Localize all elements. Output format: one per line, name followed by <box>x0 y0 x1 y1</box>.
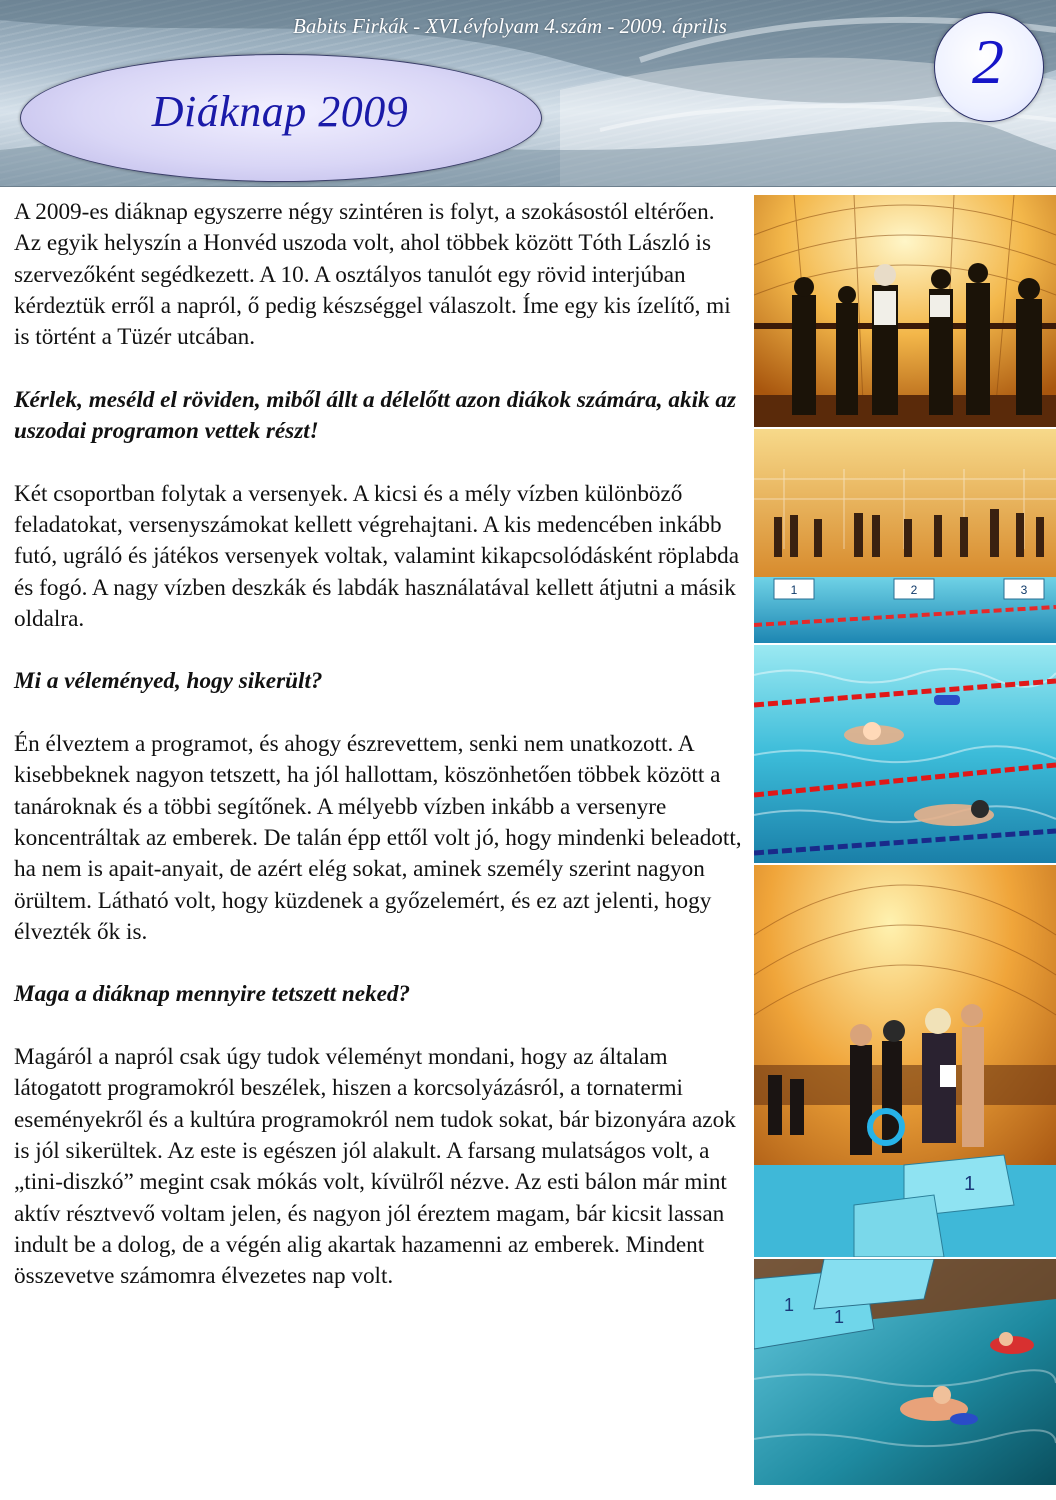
block-number: 1 <box>784 1295 795 1315</box>
header-banner <box>0 0 1056 187</box>
page-number: 2 <box>972 26 1004 97</box>
interview-question: Kérlek, meséld el röviden, miből állt a délelőtt azon diákok számára, akik az uszodai programon vettek részt! <box>14 386 737 445</box>
intro-paragraph: A 2009-es diáknap egyszerre négy szintéren is folyt, a szokásostól eltérően. Az egyik helyszín a Honvéd uszoda volt, ahol többek között Tóth László is szervezőként segédkezett. A 10. A osztályos tanulót egy rövid interjúban kérdeztük erről a napról, ő pedig készséggel válaszolt. Íme egy kis ízelítő, mi is történt a Tüzér utcában. <box>14 199 731 351</box>
block-number: 3 <box>1020 583 1028 597</box>
photo-column <box>754 195 1056 1485</box>
block-number: 1 <box>964 1173 976 1195</box>
block-number: 1 <box>834 1307 845 1327</box>
issue-line: Babits Firkák - XVI.évfolyam 4.szám - 2009. április <box>293 14 727 38</box>
answer-paragraph: Én élveztem a programot, és ahogy észrevettem, senki nem unatkozott. A kisebbeknek nagyon tetszett, ha jól hallottam, köszönhetően többek között a tanároknak és a többi segítőnek. A mélyebb vízben inkább a versenyre koncentráltak az emberek. De talán épp ettől volt jó, hogy mindenki beleadott, ha nem is apait-anyait, de azért elég sokat, aminek személy szerint nagyon örültem. Látható volt, hogy küzdenek a győzelemért, és ez azt jelenti, hogy élvezték ők is. <box>14 731 742 945</box>
photo-swimmers <box>754 645 1056 863</box>
answer-paragraph: Két csoportban folytak a versenyek. A kicsi és a mély vízben különböző feladatokat, versenyszámokat kellett végrehajtani. A kis medencében inkább futó, ugráló és játékos versenyek voltak, valamint kikapcsolódásként röplabda és fogó. A nagy vízben deszkák és labdák használatával kellett átjutni a másik oldalra. <box>14 480 740 632</box>
page-title: Diáknap 2009 <box>151 87 409 136</box>
interview-question: Mi a véleményed, hogy sikerült? <box>14 668 323 695</box>
photo-pool-play <box>754 1259 1056 1485</box>
block-number: 1 <box>790 583 798 597</box>
photo-pool-lineup <box>754 429 1056 643</box>
photo-organizers <box>754 195 1056 427</box>
interview-question: Maga a diáknap mennyire tetszett neked? <box>14 981 411 1008</box>
photo-starting-block <box>754 865 1056 1257</box>
block-number: 2 <box>910 583 918 597</box>
answer-paragraph: Magáról a napról csak úgy tudok véleményt mondani, hogy az általam látogatott programokról beszélek, hiszen a korcsolyázásról, a tornatermi eseményekről és a kultúra programokról nem tudok sokat, bár bizonyára azok is jól sikerültek. Az este is egészen jól alakult. A farsang mulatságos volt, a „tini-diszkó” megint csak mókás volt, kívülről nézve. Az esti bálon már mint aktív résztvevő voltam jelen, és nagyon jól éreztem magam, bár kicsit lassan indult be a dolog, de a végén alig akartak hazamenni az emberek. Mindent összevetve számomra élvezetes nap volt. <box>14 1044 736 1290</box>
article-body <box>14 197 746 1324</box>
